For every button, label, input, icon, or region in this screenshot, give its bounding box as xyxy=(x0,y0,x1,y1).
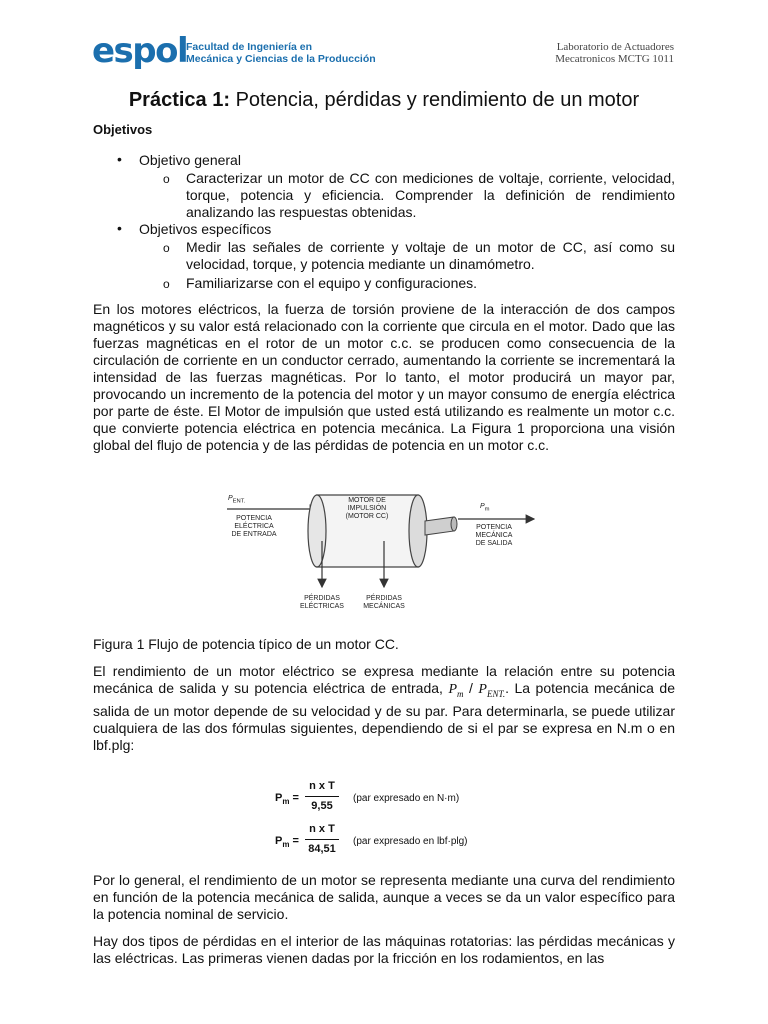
lab-line-1: Laboratorio de Actuadores xyxy=(556,41,674,53)
objective-specific-item xyxy=(93,275,675,292)
objective-specific-text-2: Familiarizarse con el equipo y configuraciones. xyxy=(186,275,478,291)
sub-bullet-icon: o xyxy=(163,277,170,291)
input-power-label: POTENCIA ELÉCTRICA DE ENTRADA xyxy=(231,515,277,538)
efficiency-paragraph: El rendimiento de un motor eléctrico se expresa mediante la relación entre su potencia mecánica de salida y su potencia eléctrica de entrada, $P_m / P_{ENT.}$. La potencia mecánica de salida de un motor depende de su velocidad y de su par. Para determinarla, se puede utilizar cualquiera de las dos fórmulas siguientes, dependiendo de si el par se expresa en N.m o en lbf.plg: xyxy=(93,663,675,753)
objective-general-text: Caracterizar un motor de CC con mediciones de voltaje, corriente, velocidad, torque, potencia y eficiencia. Comprender la definición de rendimiento analizando las respuestas obtenidas. xyxy=(186,170,675,220)
shaft-end xyxy=(451,517,457,531)
losses-paragraph: Hay dos tipos de pérdidas en el interior de las máquinas rotatorias: las pérdidas mecánicas y las eléctricas. Las primeras vienen dadas por la fricción en los rodamientos, en las xyxy=(93,932,675,966)
objective-specific-label: Objetivos específicos xyxy=(139,221,272,237)
objective-general-label: Objetivo general xyxy=(139,152,241,168)
electrical-losses-label: PÉRDIDAS ELÉCTRICAS xyxy=(300,595,344,610)
lab-name xyxy=(555,41,674,65)
motor-label: MOTOR DE IMPULSIÓN (MOTOR CC) xyxy=(345,497,389,520)
motor-shaft xyxy=(425,517,454,535)
power-formulas: $P_m$ = $\frac{\text{n x T}}{9,55}$ (par expresado en N·m) $P_m$ = $\frac{\text{n x T}}{84,51}$ (par expresado en lbf·plg) xyxy=(275,779,468,855)
input-power-symbol: $P_{ENT.}$ xyxy=(228,495,246,505)
motor-right-face xyxy=(409,495,427,567)
power-flow-figure xyxy=(222,481,542,616)
mechanical-losses-label: PÉRDIDAS MECÁNICAS xyxy=(363,595,405,610)
objective-general xyxy=(93,152,675,169)
pm-symbol: $P_m$ xyxy=(448,682,464,699)
intro-paragraph: En los motores eléctricos, la fuerza de torsión proviene de la interacción de dos campos magnéticos y su valor está relacionado con la corriente que circula en el motor. Dado que las fuerzas magnéticas en el rotor de un motor c.c. se producen como consecuencia de la circulación de corriente en un conductor cerrado, aumentando la corriente se incrementará la intensidad de las fuerzas magnéticas. Por lo tanto, el motor producirá un mayor par, provocando un incremento de la potencia del motor y un mayor consumo de energía eléctrica por parte de éste. El Motor de impulsión que usted está utilizando es realmente un motor c.c. que convierte potencia eléctrica en potencia mecánica. La Figura 1 proporciona una visión global del flujo de potencia y de las pérdidas de potencia en un motor c.c. xyxy=(93,301,675,453)
objective-specific-text-1: Medir las señales de corriente y voltaje de un motor de CC, así como su velocidad, torque, y potencia mediante un dinamómetro. xyxy=(186,239,675,272)
title-text: Potencia, pérdidas y rendimiento de un motor xyxy=(230,89,640,111)
figure-caption: Figura 1 Flujo de potencia típico de un motor CC. xyxy=(93,636,399,652)
output-power-symbol: $P_m$ xyxy=(480,503,490,513)
bullet-icon: • xyxy=(117,151,122,167)
output-power-label: POTENCIA MECÁNICA DE SALIDA xyxy=(475,524,513,547)
objective-general-item xyxy=(93,170,675,221)
objectives-heading: Objetivos xyxy=(93,122,153,137)
page-header xyxy=(0,0,768,85)
faculty-line-2: Mecánica y Ciencias de la Producción xyxy=(186,53,376,65)
bullet-icon: • xyxy=(117,220,122,236)
page-title xyxy=(0,88,768,112)
motor-left-face xyxy=(308,495,326,567)
efficiency-curve-paragraph: Por lo general, el rendimiento de un motor se representa mediante una curva del rendimiento en función de la potencia mecánica de salida, aunque a veces se da un valor específico para la potencia nominal de servicio. xyxy=(93,871,675,922)
objective-specific xyxy=(93,221,675,238)
espol-logo: espol xyxy=(92,31,188,71)
objective-specific-item xyxy=(93,239,675,273)
pent-symbol: $P_{ENT.}$ xyxy=(478,682,506,699)
sub-bullet-icon: o xyxy=(163,241,170,255)
title-number: Práctica 1: xyxy=(128,89,231,111)
sub-bullet-icon: o xyxy=(163,172,170,186)
faculty-name xyxy=(186,41,376,65)
faculty-line-1: Facultad de Ingeniería en xyxy=(186,41,313,53)
document-body xyxy=(93,121,675,967)
lab-line-2: Mecatronicos MCTG 1011 xyxy=(555,53,674,65)
